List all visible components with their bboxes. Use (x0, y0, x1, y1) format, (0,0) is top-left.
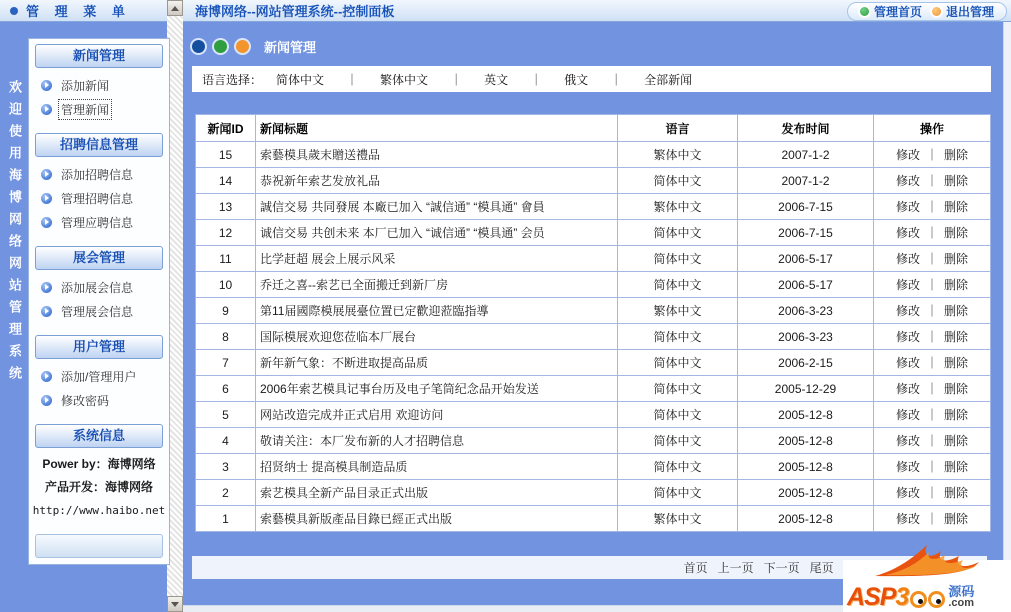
news-ops-cell (874, 454, 991, 480)
edit-link[interactable]: 修改 (895, 486, 920, 500)
sidebar-menu-item[interactable] (29, 275, 169, 299)
ops-separator: ｜ (925, 200, 938, 214)
sidebar-link[interactable]: 添加展会信息 (61, 280, 134, 295)
news-id-cell: 2 (196, 480, 256, 506)
news-lang-cell: 繁体中文 (618, 298, 738, 324)
language-option-link[interactable]: 英文 (484, 72, 509, 87)
news-date-cell: 2006-7-15 (738, 220, 874, 246)
news-title-cell: 誠信交易 共同發展 本廠已加入 “誠信通” “模具通” 會員 (256, 194, 618, 220)
sidebar-menu-item[interactable] (29, 364, 169, 388)
table-row (196, 506, 991, 532)
news-title-cell: 网站改造完成并正式启用 欢迎访问 (256, 402, 618, 428)
news-date-cell: 2005-12-29 (738, 376, 874, 402)
pagination-link[interactable]: 首页 (683, 561, 708, 575)
bullet-ball-icon (41, 395, 52, 406)
delete-link[interactable]: 删除 (944, 252, 969, 266)
table-row (196, 168, 991, 194)
product-dev-text: 产品开发：海博网络 (44, 480, 153, 494)
news-date-cell: 2005-12-8 (738, 428, 874, 454)
language-option-link[interactable]: 全部新闻 (644, 72, 693, 87)
page-title: 新闻管理 (264, 39, 317, 55)
section-users (29, 335, 169, 412)
language-options (276, 71, 692, 88)
eye-zero-icon (910, 591, 927, 608)
bullet-dot-icon (10, 7, 18, 15)
news-date-cell: 2005-12-8 (738, 454, 874, 480)
separator: ｜ (346, 72, 359, 87)
edit-link[interactable]: 修改 (895, 148, 920, 162)
section-exhibition-header: 展会管理 (35, 246, 163, 270)
delete-link[interactable]: 删除 (944, 512, 969, 526)
edit-link[interactable]: 修改 (895, 304, 920, 318)
menu-title: 管 理 菜 单 (26, 4, 131, 19)
delete-link[interactable]: 删除 (944, 200, 969, 214)
sidebar-link[interactable]: 管理展会信息 (61, 304, 134, 319)
news-id-cell: 1 (196, 506, 256, 532)
content-header (192, 32, 991, 60)
col-header-date: 发布时间 (738, 115, 874, 142)
delete-link[interactable]: 删除 (944, 408, 969, 422)
news-lang-cell: 简体中文 (618, 324, 738, 350)
bullet-ball-icon (41, 104, 52, 115)
table-row (196, 428, 991, 454)
news-date-cell: 2006-3-23 (738, 298, 874, 324)
table-row (196, 454, 991, 480)
orange-circle-icon (236, 40, 249, 53)
table-row (196, 480, 991, 506)
news-ops-cell (874, 506, 991, 532)
separator: ｜ (530, 72, 543, 87)
news-title-cell: 索藝模具新版產品目錄已經正式出版 (256, 506, 618, 532)
delete-link[interactable]: 删除 (944, 148, 969, 162)
table-row (196, 298, 991, 324)
logout-link[interactable] (932, 3, 994, 20)
sidebar-menu-item[interactable] (29, 162, 169, 186)
news-title-cell: 乔迁之喜--索艺已全面搬迁到新厂房 (256, 272, 618, 298)
bullet-ball-icon (41, 306, 52, 317)
news-id-cell: 15 (196, 142, 256, 168)
sidebar-menu-item[interactable] (29, 186, 169, 210)
ops-separator: ｜ (925, 304, 938, 318)
table-row (196, 246, 991, 272)
news-ops-cell (874, 428, 991, 454)
scroll-down-button[interactable] (167, 596, 183, 612)
news-ops-cell (874, 272, 991, 298)
news-date-cell: 2006-5-17 (738, 246, 874, 272)
news-date-cell: 2006-2-15 (738, 350, 874, 376)
asp-text: ASP (847, 583, 896, 611)
news-table (195, 114, 991, 532)
arrow-down-icon (171, 602, 179, 607)
news-date-cell: 2006-3-23 (738, 324, 874, 350)
news-ops-cell (874, 194, 991, 220)
pagination-link[interactable]: 下一页 (763, 561, 800, 575)
language-filter-bar (192, 66, 991, 92)
window-title: 海博网络--网站管理系统--控制面板 (195, 4, 395, 19)
edit-link[interactable]: 修改 (895, 226, 920, 240)
table-row (196, 376, 991, 402)
sidebar-link[interactable]: 管理应聘信息 (61, 215, 134, 230)
news-id-cell: 8 (196, 324, 256, 350)
admin-home-link[interactable] (860, 3, 922, 20)
sidebar-link[interactable]: 添加/管理用户 (61, 369, 137, 384)
asp300-logo (847, 585, 974, 609)
news-ops-cell (874, 246, 991, 272)
news-title-cell: 2006年索艺模具记事台历及电子笔筒纪念品开始发送 (256, 376, 618, 402)
sidebar-link[interactable]: 添加招聘信息 (61, 167, 134, 182)
ops-separator: ｜ (925, 434, 938, 448)
sidebar (0, 22, 167, 612)
sidebar-link[interactable]: 管理新闻 (59, 100, 111, 119)
news-title-cell: 恭祝新年索艺发放礼品 (256, 168, 618, 194)
news-lang-cell: 简体中文 (618, 272, 738, 298)
news-date-cell: 2005-12-8 (738, 506, 874, 532)
table-header-row (196, 115, 991, 142)
section-exhibition-items (29, 275, 169, 323)
news-lang-cell: 简体中文 (618, 220, 738, 246)
table-row (196, 142, 991, 168)
ops-separator: ｜ (925, 330, 938, 344)
sidebar-menu-item[interactable] (29, 97, 169, 121)
yuanma-text: 源码 (948, 584, 975, 599)
delete-link[interactable]: 删除 (944, 330, 969, 344)
news-ops-cell (874, 324, 991, 350)
news-title-cell: 第11届國際模展展臺位置已定歡迎蒞臨指導 (256, 298, 618, 324)
news-lang-cell: 简体中文 (618, 428, 738, 454)
section-news-items (29, 73, 169, 121)
edit-link[interactable]: 修改 (895, 356, 920, 370)
news-lang-cell: 简体中文 (618, 168, 738, 194)
edit-link[interactable]: 修改 (895, 278, 920, 292)
news-title-cell: 索艺模具全新产品目录正式出版 (256, 480, 618, 506)
pagination-link[interactable]: 尾页 (809, 561, 834, 575)
ops-separator: ｜ (925, 408, 938, 422)
col-header-ops: 操作 (874, 115, 991, 142)
blue-circle-icon (192, 40, 205, 53)
separator: ｜ (610, 72, 623, 87)
news-id-cell: 4 (196, 428, 256, 454)
news-lang-cell: 简体中文 (618, 454, 738, 480)
logout-label: 退出管理 (945, 5, 994, 19)
edit-link[interactable]: 修改 (895, 330, 920, 344)
news-date-cell: 2007-1-2 (738, 168, 874, 194)
section-news-header: 新闻管理 (35, 44, 163, 68)
separator: ｜ (450, 72, 463, 87)
arrow-up-icon (171, 6, 179, 11)
vendor-url-text: http://www.haibo.net (32, 504, 166, 517)
news-id-cell: 11 (196, 246, 256, 272)
delete-link[interactable]: 删除 (944, 278, 969, 292)
edit-link[interactable]: 修改 (895, 460, 920, 474)
news-date-cell: 2007-1-2 (738, 142, 874, 168)
ops-separator: ｜ (925, 226, 938, 240)
edit-link[interactable]: 修改 (895, 512, 920, 526)
dotcom-text: .com (948, 597, 974, 609)
pagination-link[interactable]: 上一页 (717, 561, 754, 575)
ops-separator: ｜ (925, 278, 938, 292)
bullet-ball-icon (41, 169, 52, 180)
sidebar-panel (28, 38, 170, 565)
powered-by-text: Power by：海博网络 (42, 457, 156, 471)
table-row (196, 402, 991, 428)
news-lang-cell: 简体中文 (618, 480, 738, 506)
sidebar-titlebar (0, 0, 167, 22)
delete-link[interactable]: 删除 (944, 226, 969, 240)
ops-separator: ｜ (925, 252, 938, 266)
section-recruit-header: 招聘信息管理 (35, 133, 163, 157)
bullet-ball-icon (41, 371, 52, 382)
edit-link[interactable]: 修改 (895, 200, 920, 214)
news-id-cell: 6 (196, 376, 256, 402)
col-header-lang: 语言 (618, 115, 738, 142)
main-column (183, 0, 1011, 612)
delete-link[interactable]: 删除 (944, 304, 969, 318)
table-row (196, 350, 991, 376)
sidebar-menu-item[interactable] (29, 73, 169, 97)
delete-link[interactable]: 删除 (944, 486, 969, 500)
ops-separator: ｜ (925, 148, 938, 162)
news-id-cell: 10 (196, 272, 256, 298)
delete-link[interactable]: 删除 (944, 434, 969, 448)
edit-link[interactable]: 修改 (895, 408, 920, 422)
news-id-cell: 9 (196, 298, 256, 324)
ops-separator: ｜ (925, 356, 938, 370)
bullet-ball-icon (41, 193, 52, 204)
language-option-link[interactable]: 繁体中文 (380, 72, 429, 87)
bullet-ball-icon (41, 282, 52, 293)
delete-link[interactable]: 删除 (944, 460, 969, 474)
table-row (196, 220, 991, 246)
delete-link[interactable]: 删除 (944, 174, 969, 188)
news-id-cell: 14 (196, 168, 256, 194)
news-date-cell: 2005-12-8 (738, 402, 874, 428)
news-id-cell: 5 (196, 402, 256, 428)
table-body (196, 142, 991, 532)
ops-separator: ｜ (925, 486, 938, 500)
language-option-link[interactable]: 俄文 (564, 72, 589, 87)
news-ops-cell (874, 376, 991, 402)
sidebar-link[interactable]: 管理招聘信息 (61, 191, 134, 206)
news-lang-cell: 繁体中文 (618, 506, 738, 532)
news-lang-cell: 简体中文 (618, 402, 738, 428)
eye-zero-icon (928, 591, 945, 608)
ops-separator: ｜ (925, 382, 938, 396)
green-dot-icon (860, 7, 869, 16)
bullet-ball-icon (41, 80, 52, 91)
sidebar-menu-item[interactable] (29, 299, 169, 323)
news-title-cell: 索藝模具歲末贈送禮品 (256, 142, 618, 168)
news-lang-cell: 繁体中文 (618, 194, 738, 220)
table-row (196, 324, 991, 350)
news-ops-cell (874, 402, 991, 428)
section-news (29, 44, 169, 121)
edit-link[interactable]: 修改 (895, 434, 920, 448)
news-title-cell: 招贤纳士 提高模具制造品质 (256, 454, 618, 480)
col-header-id: 新闻ID (196, 115, 256, 142)
ops-separator: ｜ (925, 174, 938, 188)
orange-dot-icon (932, 7, 941, 16)
edit-link[interactable]: 修改 (895, 252, 920, 266)
news-date-cell: 2006-7-15 (738, 194, 874, 220)
panel-footer-decoration (35, 534, 163, 558)
news-date-cell: 2005-12-8 (738, 480, 874, 506)
news-title-cell: 比学赶超 展会上展示风采 (256, 246, 618, 272)
three-text: 3 (895, 583, 910, 611)
bullet-ball-icon (41, 217, 52, 228)
news-id-cell: 3 (196, 454, 256, 480)
news-ops-cell (874, 480, 991, 506)
edit-link[interactable]: 修改 (895, 382, 920, 396)
asp300-watermark (843, 560, 1011, 612)
section-users-header: 用户管理 (35, 335, 163, 359)
section-sysinfo (29, 424, 169, 522)
main-content (183, 22, 1011, 612)
top-nav-pill (847, 2, 1007, 21)
section-recruit (29, 133, 169, 234)
section-users-items (29, 364, 169, 412)
news-title-cell: 新年新气象：不断进取提高品质 (256, 350, 618, 376)
delete-link[interactable]: 删除 (944, 356, 969, 370)
section-sysinfo-header: 系统信息 (35, 424, 163, 448)
language-option-link[interactable]: 简体中文 (276, 72, 325, 87)
language-label: 语言选择： (202, 72, 263, 87)
news-lang-cell: 繁体中文 (618, 142, 738, 168)
delete-link[interactable]: 删除 (944, 382, 969, 396)
news-ops-cell (874, 298, 991, 324)
news-ops-cell (874, 142, 991, 168)
window-right-edge (1003, 22, 1011, 612)
edit-link[interactable]: 修改 (895, 174, 920, 188)
pagination-links (684, 559, 834, 576)
sidebar-menu-item[interactable] (29, 210, 169, 234)
welcome-vertical-text: 欢迎使用海博网络网站管理系统 (7, 80, 22, 388)
news-lang-cell: 简体中文 (618, 246, 738, 272)
main-titlebar (183, 0, 1011, 22)
table-row (196, 194, 991, 220)
news-lang-cell: 简体中文 (618, 350, 738, 376)
news-title-cell: 敬请关注：本厂发布新的人才招聘信息 (256, 428, 618, 454)
ops-separator: ｜ (925, 460, 938, 474)
news-date-cell: 2006-5-17 (738, 272, 874, 298)
col-header-title: 新闻标题 (256, 115, 618, 142)
news-ops-cell (874, 350, 991, 376)
scroll-up-button[interactable] (167, 0, 183, 16)
news-id-cell: 13 (196, 194, 256, 220)
section-exhibition (29, 246, 169, 323)
table-row (196, 272, 991, 298)
sidebar-column (0, 0, 167, 612)
news-title-cell: 国际模展欢迎您莅临本厂展台 (256, 324, 618, 350)
news-ops-cell (874, 168, 991, 194)
news-id-cell: 12 (196, 220, 256, 246)
news-lang-cell: 简体中文 (618, 376, 738, 402)
sidebar-link[interactable]: 修改密码 (61, 393, 110, 408)
news-title-cell: 诚信交易 共创未来 本厂已加入 “诚信通” “模具通” 会员 (256, 220, 618, 246)
admin-home-label: 管理首页 (873, 5, 922, 19)
news-id-cell: 7 (196, 350, 256, 376)
sidebar-link[interactable]: 添加新闻 (61, 78, 110, 93)
news-ops-cell (874, 220, 991, 246)
sidebar-menu-item[interactable] (29, 388, 169, 412)
green-circle-icon (214, 40, 227, 53)
section-recruit-items (29, 162, 169, 234)
ops-separator: ｜ (925, 512, 938, 526)
flame-icon (871, 544, 991, 578)
